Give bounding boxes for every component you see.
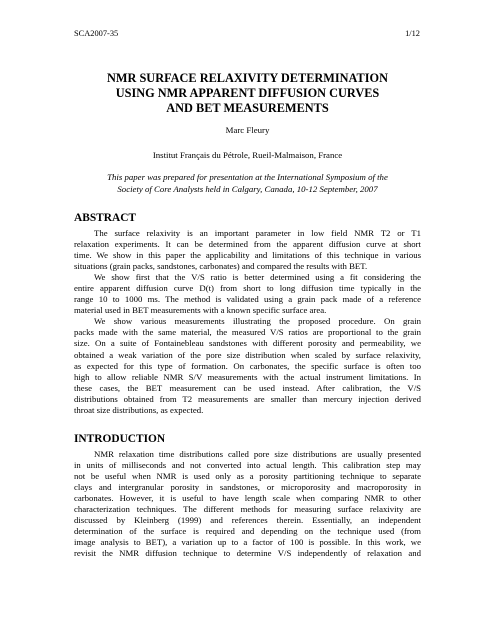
affiliation: Institut Français du Pétrole, Rueil-Malmaison, France bbox=[152, 150, 343, 160]
text-line: in units of milliseconds and not converted into actual length. This calibration step may bbox=[74, 460, 421, 471]
title-line: NMR SURFACE RELAXIVITY DETERMINATION bbox=[107, 71, 388, 85]
text-line: relaxation experiments. It can be determined from the apparent diffusion curve at short bbox=[74, 239, 421, 250]
text-line: discussed by Kleinberg (1999) and references therein. Essentially, an independent bbox=[74, 515, 421, 526]
text-line: determination of the surface is required and depending on the technique used (from bbox=[74, 526, 421, 537]
text-line: these cases, the BET measurement can be used instead. After calibration, the V/S bbox=[74, 382, 421, 393]
text-line: obtained a weak variation of the pore size distribution when scaled by surface relaxivity, bbox=[74, 349, 421, 360]
running-header bbox=[74, 29, 420, 38]
title-line: USING NMR APPARENT DIFFUSION CURVES bbox=[115, 86, 380, 101]
text-line: NMR relaxation time distributions called pore size distributions are usually presented bbox=[94, 449, 421, 459]
text-line: carbonates. However, it is useful to have length scale when comparing NMR to other bbox=[74, 493, 421, 504]
note-line: Society of Core Analysts held in Calgary, Canada, 10-12 September, 2007 bbox=[117, 184, 378, 194]
text-line: range 10 to 1000 ms. The method is validated using a grain pack made of a reference bbox=[74, 294, 421, 305]
text-line: image analysis to BET), a variation up to a factor of 100 is possible. In this work, we bbox=[74, 537, 421, 548]
text-line: not be useful when NMR is used only as a porosity partitioning technique to separate bbox=[74, 471, 421, 482]
text-line: revisit the NMR diffusion technique to determine V/S independently of relaxation and bbox=[74, 548, 421, 559]
author-name: Marc Fleury bbox=[225, 125, 270, 135]
paper-title bbox=[60, 71, 435, 117]
text-line: packs made with the same material, the measured V/S ratios are proportional to the grain bbox=[74, 327, 421, 338]
text-line: We show various measurements illustrating the proposed procedure. On grain bbox=[94, 316, 421, 327]
introduction-heading: INTRODUCTION bbox=[74, 433, 166, 445]
introduction-body bbox=[74, 449, 421, 559]
abstract-heading: ABSTRACT bbox=[74, 212, 137, 224]
note-line: This paper was prepared for presentation at the International Symposium of the bbox=[107, 172, 388, 182]
text-line: size. On a suite of Fontainebleau sandstones with different porosity and permeability, we bbox=[74, 338, 421, 349]
text-line: throat size distributions, as expected. bbox=[74, 404, 204, 415]
text-line: material used in BET measurements with a known specific surface area. bbox=[74, 305, 327, 316]
paper-id: SCA2007-35 bbox=[74, 29, 119, 38]
text-line: We show first that the V/S ratio is better determined using a fit considering the bbox=[94, 272, 421, 283]
text-line: time. We show in this paper the applicability and limitations of this technique in various bbox=[74, 250, 421, 261]
text-line: clays and intergranular porosity in sandstones, or microporosity and macroporosity in bbox=[74, 482, 421, 493]
text-line: as expected for this type of formation. On carbonates, the specific surface is often too bbox=[74, 360, 421, 371]
abstract-body bbox=[74, 228, 421, 416]
text-line: entire apparent diffusion curve D(t) from short to long diffusion time typically in the bbox=[74, 283, 421, 294]
text-line: distributions obtained from T2 measurements are smaller than mercury injection derived bbox=[74, 393, 421, 404]
title-line: AND BET MEASUREMENTS bbox=[166, 101, 329, 116]
text-line: situations (grain packs, sandstones, carbonates) and compared the results with BET. bbox=[74, 261, 368, 272]
text-line: characterization techniques. The different methods for measuring surface relaxivity are bbox=[74, 504, 421, 515]
page-number: 1/12 bbox=[405, 29, 420, 38]
text-line: high to allow reliable NMR S/V measurements with the actual instrument limitations. In bbox=[74, 371, 421, 382]
presentation-note bbox=[80, 171, 415, 195]
text-line: The surface relaxivity is an important parameter in low field NMR T2 or T1 bbox=[94, 228, 421, 238]
